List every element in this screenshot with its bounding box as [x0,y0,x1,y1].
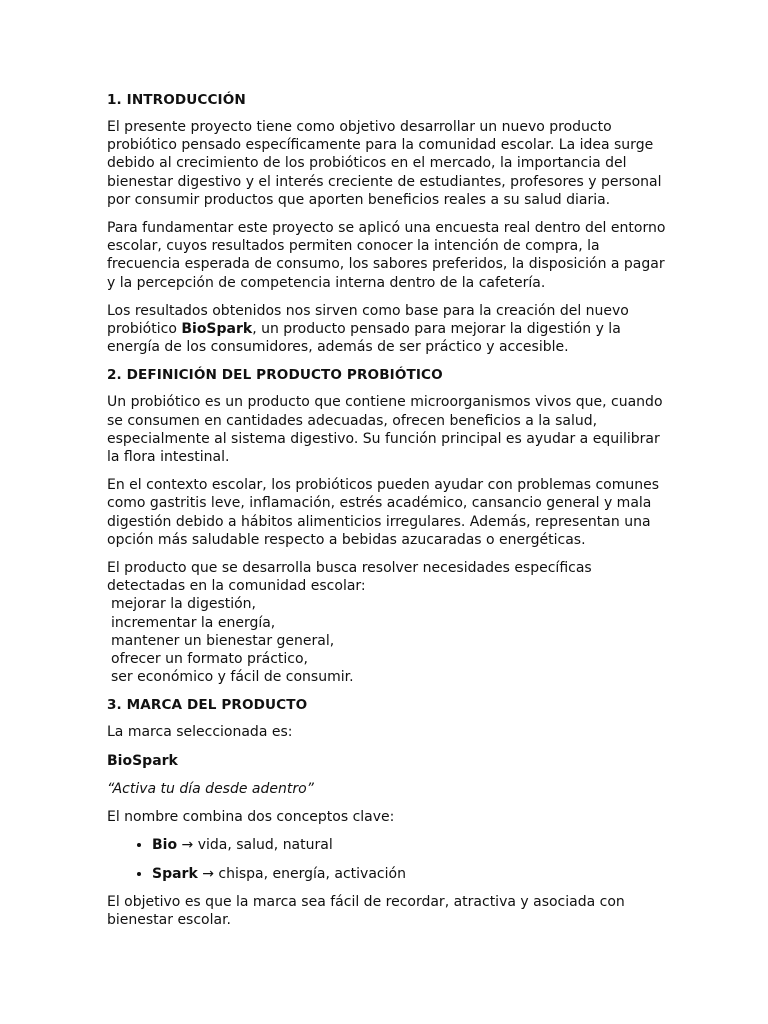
paragraph-intro-results [107,302,667,357]
concept-meaning: → vida, salud, natural [177,837,333,854]
text-run: Los resultados obtenidos nos sirven como base para la creación del nuevo probiótico [107,302,629,338]
paragraph-school-context: En el contexto escolar, los probióticos pueden ayudar con problemas comunes como gastritis leve, inflamación, estrés académico, cansancio general y mala digestión debido a hábitos alimenticios irregulares. Además, representan una opción más saludable respecto a bebidas azucaradas o energéticas. [107,477,660,548]
concept-item [152,836,667,854]
paragraph-intro-objective: El presente proyecto tiene como objetivo desarrollar un nuevo producto probiótico pensado específicamente para la comunidad escolar. La idea surge debido al crecimiento de los probióticos en el mercado, la importancia del bienestar digestivo y el interés creciente de estudiantes, profesores y personal por consumir productos que aporten beneficios reales a su salud diaria. [107,119,662,208]
needs-item: mejorar la digestión, [111,596,257,613]
paragraph-needs-intro: El producto que se desarrolla busca resolver necesidades específicas detectadas en la comunidad escolar: [107,560,592,595]
concept-term: Spark [152,865,198,882]
concepts-list [107,836,667,882]
needs-item: mantener un bienestar general, [111,632,335,649]
needs-item: ofrecer un formato práctico, [111,651,309,668]
paragraph-brand-intro: La marca seleccionada es: [107,724,293,741]
paragraph-intro-survey: Para fundamentar este proyecto se aplicó una encuesta real dentro del entorno escolar, cuyos resultados permiten conocer la intención de compra, la frecuencia esperada de consumo, los sabores preferidos, la disposición a pagar y la percepción de competencia interna dentro de la cafetería. [107,220,666,291]
paragraph-definition: Un probiótico es un producto que contiene microorganismos vivos que, cuando se consumen en cantidades adecuadas, ofrecen beneficios a la salud, especialmente al sistema digestivo. Su función principal es ayudar a equilibrar la flora intestinal. [107,394,663,466]
needs-item: ser económico y fácil de consumir. [111,669,354,686]
needs-item: incrementar la energía, [111,614,276,631]
concept-term: Bio [152,837,178,854]
concept-meaning: → chispa, energía, activación [197,865,406,882]
paragraph-name-concepts: El nombre combina dos conceptos clave: [107,809,395,826]
section-heading-introduccion: 1. INTRODUCCIÓN [107,92,246,108]
brand-slogan: “Activa tu día desde adentro” [107,780,314,797]
brand-name: BioSpark [107,752,178,769]
needs-block [107,559,667,686]
brand-name-inline: BioSpark [181,321,253,338]
paragraph-brand-objective: El objetivo es que la marca sea fácil de recordar, atractiva y asociada con bienestar escolar. [107,893,625,928]
section-heading-definicion: 2. DEFINICIÓN DEL PRODUCTO PROBIÓTICO [107,367,443,384]
text-run: , un producto pensado para mejorar la digestión y la energía de los consumidores, además de ser práctico y accesible. [107,321,621,356]
document-page [107,91,667,939]
concept-item [152,865,667,883]
section-heading-marca: 3. MARCA DEL PRODUCTO [107,697,308,714]
